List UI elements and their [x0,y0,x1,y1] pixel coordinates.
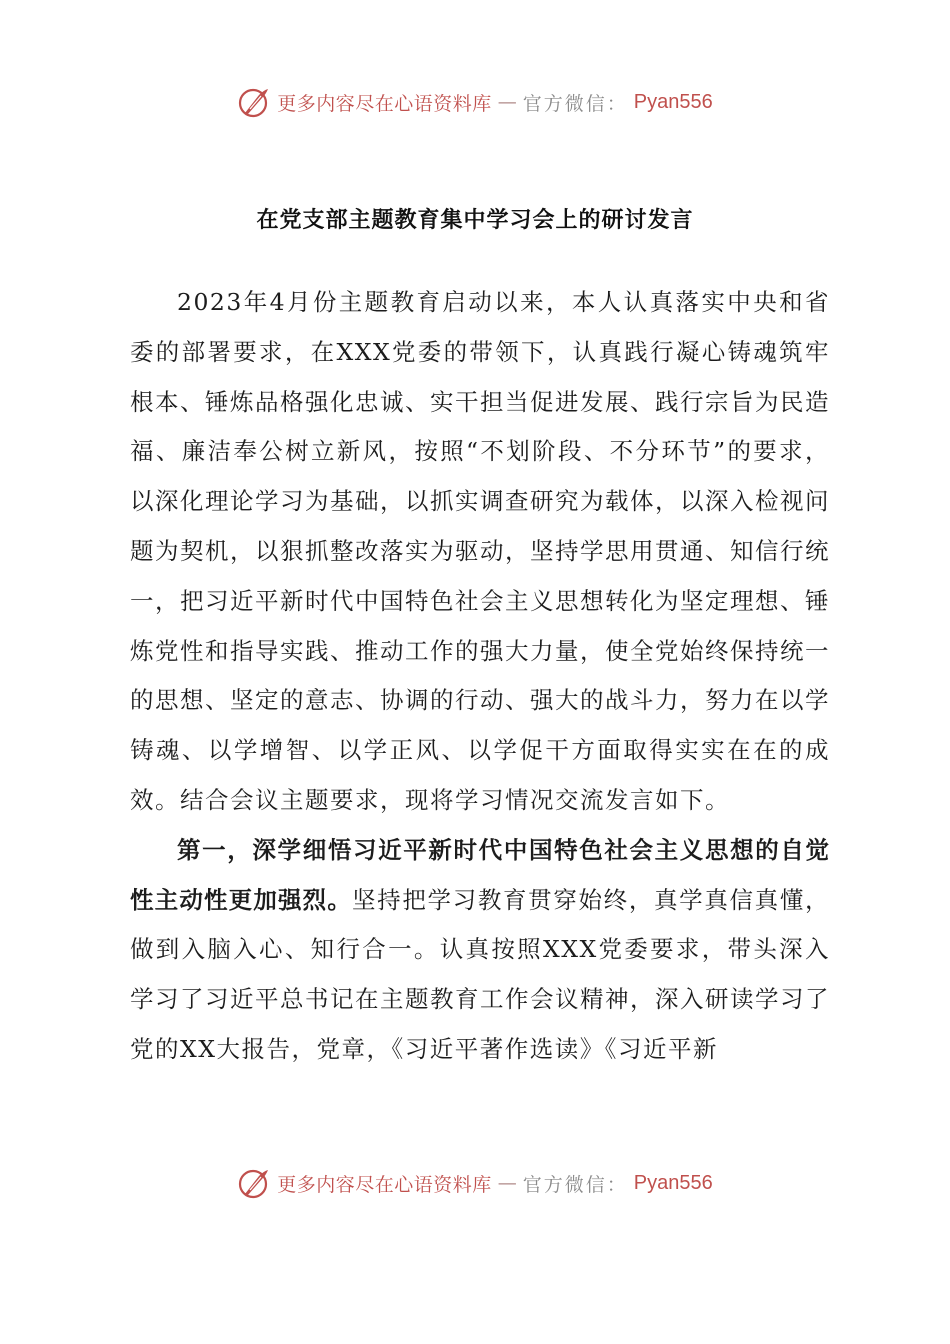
banner-wechat-id: Pyan556 [633,1171,713,1194]
paragraph-intro: 2023年4月份主题教育启动以来，本人认真落实中央和省委的部署要求，在XXX党委的带领下，认真践行凝心铸魂筑牢根本、锤炼品格强化忠诚、实干担当促进发展、践行宗旨为民造福、廉洁奉公树立新风，按照“不划阶段、不分环节”的要求，以深化理论学习为基础，以抓实调查研究为载体，以深入检视问题为契机，以狠抓整改落实为驱动，坚持学思用贯通、知信行统一，把习近平新时代中国特色社会主义思想转化为坚定理想、锤炼党性和指导实践、推动工作的强大力量，使全党始终保持统一的思想、坚定的意志、协调的行动、强大的战斗力，努力在以学铸魂、以学增智、以学正风、以学促干方面取得实实在在的成效。结合会议主题要求，现将学习情况交流发言如下。 [130,288,830,814]
paragraph-point-one [130,826,830,1075]
quill-pen-logo-icon [237,85,271,119]
document-body [130,278,830,1075]
header-banner [0,80,950,124]
banner-slogan: 更多内容尽在心语资料库 [277,92,492,115]
banner-separator: — [497,91,517,113]
point-one-heading: 第一，深学细悟习近平新时代中国特色社会主义思想的自觉性主动性更加强烈。 [130,835,830,914]
quill-pen-logo-icon [237,1166,271,1200]
banner-wechat-label: 官方微信： [522,92,628,115]
point-one-body: 坚持把学习教育贯穿始终，真学真信真懂，做到入脑入心、知行合一。认真按照XXX党委要求，带头深入学习了习近平总书记在主题教育工作会议精神，深入研读学习了党的XX大报告，党章，《习近平著作选读》《习近平新 [130,885,830,1063]
banner-wechat-label: 官方微信： [522,1173,628,1196]
footer-banner [0,1161,950,1205]
banner-slogan: 更多内容尽在心语资料库 [277,1173,492,1196]
banner-separator: — [497,1172,517,1194]
document-title: 在党支部主题教育集中学习会上的研讨发言 [256,208,694,233]
banner-wechat-id: Pyan556 [633,90,713,113]
